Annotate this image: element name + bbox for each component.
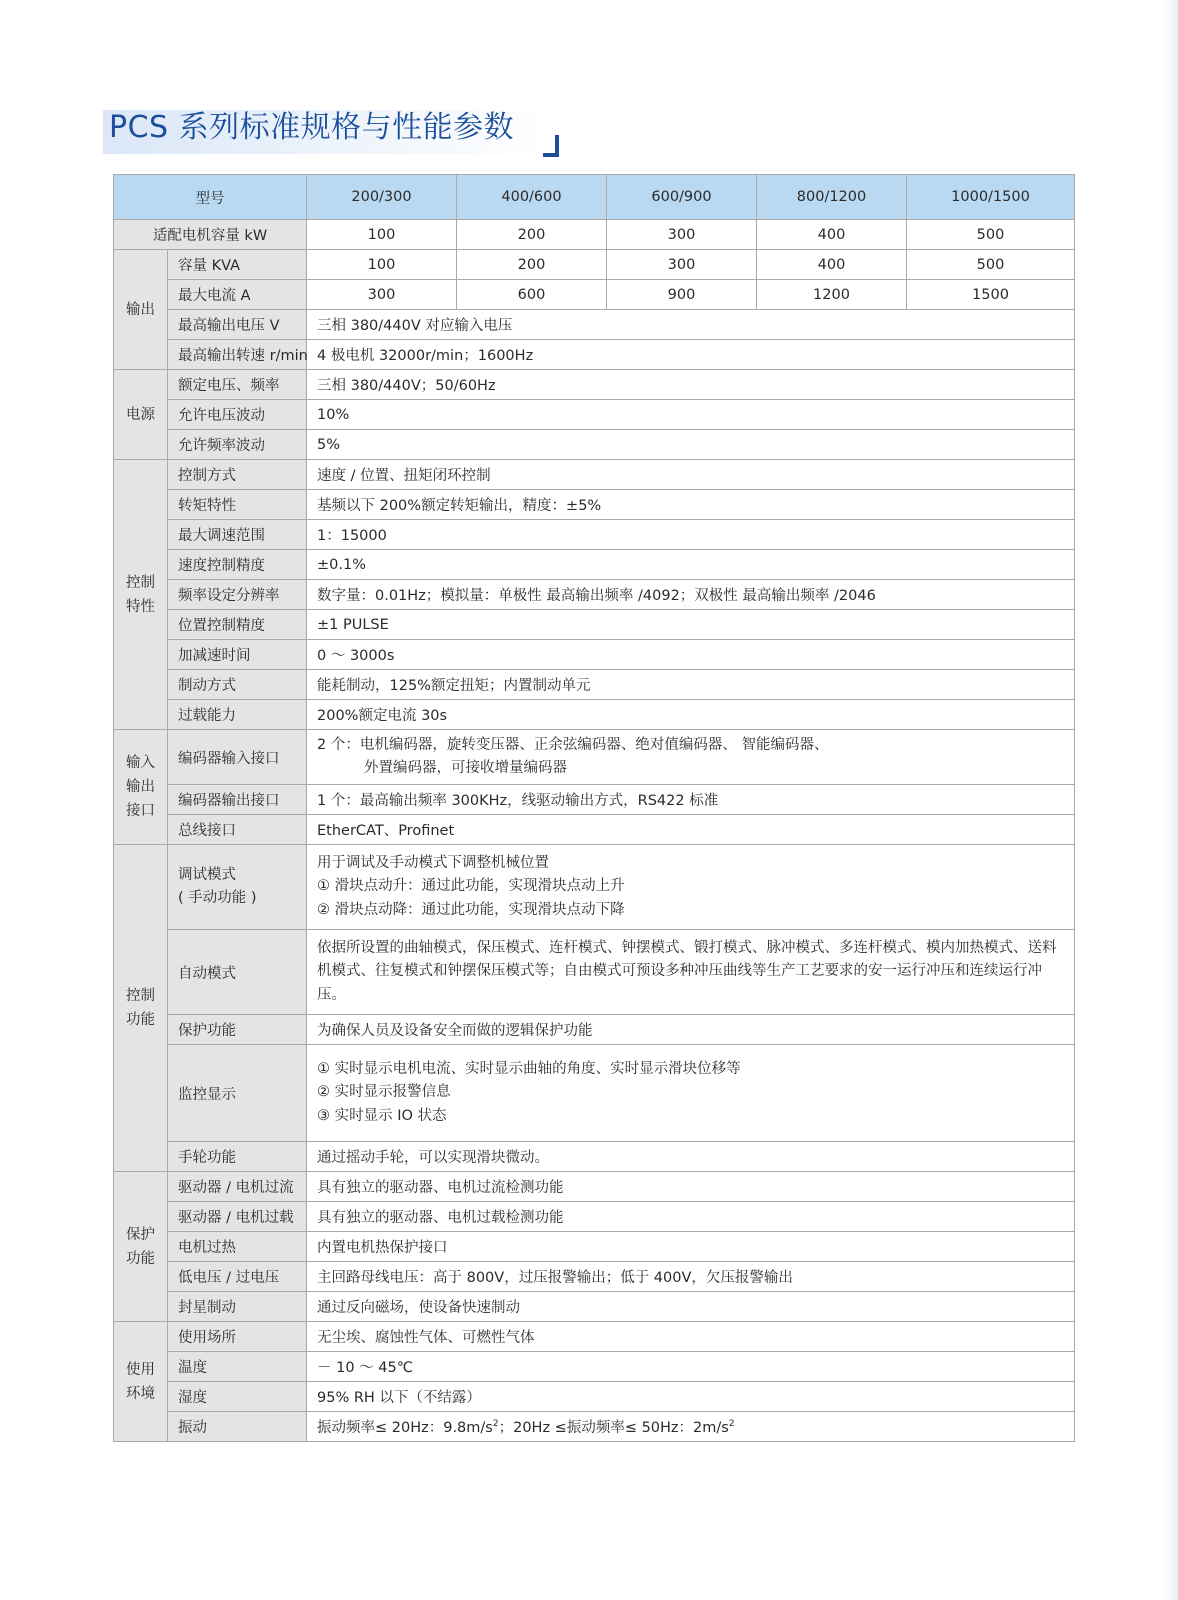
spec-table <box>113 174 1075 1442</box>
cell-value: ±0.1% <box>307 550 1075 580</box>
cell-value: EtherCAT、Profinet <box>307 815 1075 845</box>
table-row <box>114 1322 1075 1352</box>
row-label: 额定电压、频率 <box>168 370 307 400</box>
table-row <box>114 220 1075 250</box>
table-row <box>114 1292 1075 1322</box>
row-label: 加减速时间 <box>168 640 307 670</box>
table-row <box>114 280 1075 310</box>
table-row <box>114 730 1075 785</box>
category-line: 使用 <box>126 1361 155 1378</box>
row-label: 总线接口 <box>168 815 307 845</box>
table-row <box>114 340 1075 370</box>
row-label: 最高输出转速 r/min <box>168 340 307 370</box>
header-model: 800/1200 <box>757 175 907 220</box>
cell-value: 具有独立的驱动器、电机过载检测功能 <box>307 1202 1075 1232</box>
cell-value <box>307 1045 1075 1142</box>
table-row <box>114 250 1075 280</box>
cell-value: 具有独立的驱动器、电机过流检测功能 <box>307 1172 1075 1202</box>
cell-value: 能耗制动，125%额定扭矩；内置制动单元 <box>307 670 1075 700</box>
cell-value: 200 <box>457 220 607 250</box>
cell-value: 通过反向磁场，使设备快速制动 <box>307 1292 1075 1322</box>
table-row <box>114 1412 1075 1442</box>
cell-line: 外置编码器，可接收增量编码器 <box>364 760 567 776</box>
label-line: ( 手动功能 ) <box>178 890 257 906</box>
row-label: 转矩特性 <box>168 490 307 520</box>
cell-value: 200%额定电流 30s <box>307 700 1075 730</box>
cell-value: 500 <box>907 220 1075 250</box>
row-label: 编码器输出接口 <box>168 785 307 815</box>
table-row <box>114 1142 1075 1172</box>
cell-value: 为确保人员及设备安全而做的逻辑保护功能 <box>307 1015 1075 1045</box>
row-label: 制动方式 <box>168 670 307 700</box>
row-label: 湿度 <box>168 1382 307 1412</box>
row-label: 位置控制精度 <box>168 610 307 640</box>
category-control-functions <box>114 845 168 1172</box>
cell-value: 1 个：最高输出频率 300KHz，线驱动输出方式，RS422 标准 <box>307 785 1075 815</box>
row-label: 手轮功能 <box>168 1142 307 1172</box>
row-label: 编码器输入接口 <box>168 730 307 785</box>
category-control-characteristics <box>114 460 168 730</box>
category-line: 控制 <box>126 574 155 591</box>
row-label: 电机过热 <box>168 1232 307 1262</box>
row-label: 驱动器 / 电机过载 <box>168 1202 307 1232</box>
category-line: 控制 <box>126 988 155 1004</box>
table-row <box>114 370 1075 400</box>
cell-value: ±1 PULSE <box>307 610 1075 640</box>
table-row <box>114 520 1075 550</box>
category-line: 特性 <box>126 598 155 615</box>
row-label: 最大电流 A <box>168 280 307 310</box>
cell-value: 100 <box>307 250 457 280</box>
vibration-part1: 振动频率≤ 20Hz：9.8m/s <box>317 1420 493 1436</box>
row-label: 频率设定分辨率 <box>168 580 307 610</box>
cell-value <box>307 730 1075 785</box>
row-label: 使用场所 <box>168 1322 307 1352</box>
cell-value: 95% RH 以下（不结露） <box>307 1382 1075 1412</box>
cell-value: 三相 380/440V 对应输入电压 <box>307 310 1075 340</box>
cell-value: 0 ～ 3000s <box>307 640 1075 670</box>
table-row <box>114 1202 1075 1232</box>
cell-line: 2 个：电机编码器，旋转变压器、正余弦编码器、绝对值编码器、 智能编码器、 <box>317 736 829 753</box>
category-line: 输入 <box>126 755 155 771</box>
header-model-label: 型号 <box>114 175 307 220</box>
cell-value: 400 <box>757 250 907 280</box>
cell-value <box>307 845 1075 930</box>
cell-line: ② 实时显示报警信息 <box>317 1084 451 1101</box>
category-line: 功能 <box>126 1250 155 1267</box>
cell-value: 三相 380/440V；50/60Hz <box>307 370 1075 400</box>
row-label: 最大调速范围 <box>168 520 307 550</box>
row-label: 低电压 / 过电压 <box>168 1262 307 1292</box>
table-row <box>114 640 1075 670</box>
table-row <box>114 490 1075 520</box>
table-row <box>114 460 1075 490</box>
row-label: 允许频率波动 <box>168 430 307 460</box>
category-protection-functions <box>114 1172 168 1322</box>
table-row <box>114 610 1075 640</box>
cell-value: 主回路母线电压：高于 800V，过压报警输出；低于 400V，欠压报警输出 <box>307 1262 1075 1292</box>
cell-value: 900 <box>607 280 757 310</box>
category-environment <box>114 1322 168 1442</box>
table-row <box>114 700 1075 730</box>
cell-value: 100 <box>307 220 457 250</box>
header-model: 200/300 <box>307 175 457 220</box>
cell-line: ③ 实时显示 IO 状态 <box>317 1107 447 1124</box>
cell-line: ① 实时显示电机电流、实时显示曲轴的角度、实时显示滑块位移等 <box>317 1060 741 1077</box>
cell-value: 500 <box>907 250 1075 280</box>
header-model: 1000/1500 <box>907 175 1075 220</box>
row-label: 振动 <box>168 1412 307 1442</box>
row-label: 最高输出电压 V <box>168 310 307 340</box>
table-row <box>114 1232 1075 1262</box>
category-line: 保护 <box>126 1226 155 1243</box>
table-row <box>114 400 1075 430</box>
title-banner <box>103 104 560 156</box>
table-row <box>114 815 1075 845</box>
cell-value: 基频以下 200%额定转矩输出，精度：±5% <box>307 490 1075 520</box>
cell-value: 4 极电机 32000r/min；1600Hz <box>307 340 1075 370</box>
row-label: 速度控制精度 <box>168 550 307 580</box>
table-header-row <box>114 175 1075 220</box>
table-row <box>114 1382 1075 1412</box>
cell-value: 依据所设置的曲轴模式，保压模式、连杆模式、钟摆模式、锻打模式、脉冲模式、多连杆模式、模内加热模式、送料机模式、往复模式和钟摆保压模式等；自由模式可预设多种冲压曲线等生产工艺要求的安一运行冲压和连续运行冲压。 <box>307 930 1075 1015</box>
table-row <box>114 430 1075 460</box>
table-row <box>114 1352 1075 1382</box>
cell-value: 通过摇动手轮，可以实现滑块微动。 <box>307 1142 1075 1172</box>
row-label: 监控显示 <box>168 1045 307 1142</box>
cell-value: 无尘埃、腐蚀性气体、可燃性气体 <box>307 1322 1075 1352</box>
cell-value: 1：15000 <box>307 520 1075 550</box>
category-line: 接口 <box>126 803 155 819</box>
superscript: 2 <box>492 1419 499 1430</box>
table-row <box>114 1172 1075 1202</box>
row-label: 过载能力 <box>168 700 307 730</box>
superscript: 2 <box>728 1419 735 1430</box>
cell-value: 内置电机热保护接口 <box>307 1232 1075 1262</box>
cell-value: 300 <box>307 280 457 310</box>
row-label <box>168 845 307 930</box>
category-line: 环境 <box>126 1385 155 1402</box>
table-row <box>114 845 1075 930</box>
table-row <box>114 785 1075 815</box>
cell-value: 5% <box>307 430 1075 460</box>
table-row <box>114 1262 1075 1292</box>
cell-value <box>307 1412 1075 1442</box>
cell-line: ② 滑块点动降：通过此功能，实现滑块点动下降 <box>317 901 625 918</box>
page-edge-shadow <box>1164 0 1178 1600</box>
table-row <box>114 670 1075 700</box>
row-label: 适配电机容量 kW <box>114 220 307 250</box>
table-row <box>114 580 1075 610</box>
cell-value: 1500 <box>907 280 1075 310</box>
table-row <box>114 310 1075 340</box>
row-label: 自动模式 <box>168 930 307 1015</box>
row-label: 保护功能 <box>168 1015 307 1045</box>
cell-value: 300 <box>607 220 757 250</box>
cell-value: 速度 / 位置、扭矩闭环控制 <box>307 460 1075 490</box>
cell-value: 10% <box>307 400 1075 430</box>
row-label: 允许电压波动 <box>168 400 307 430</box>
table-row <box>114 930 1075 1015</box>
cell-line: 用于调试及手动模式下调整机械位置 <box>317 854 549 871</box>
corner-bracket-decoration <box>543 135 559 157</box>
category-power: 电源 <box>114 370 168 460</box>
table-row <box>114 1015 1075 1045</box>
cell-value: 1200 <box>757 280 907 310</box>
cell-value: 数字量：0.01Hz；模拟量：单极性 最高输出频率 /4092；双极性 最高输出频率 /2046 <box>307 580 1075 610</box>
cell-value: 400 <box>757 220 907 250</box>
cell-value: 200 <box>457 250 607 280</box>
row-label: 封星制动 <box>168 1292 307 1322</box>
cell-value: 600 <box>457 280 607 310</box>
cell-line: ① 滑块点动升：通过此功能，实现滑块点动上升 <box>317 878 625 895</box>
cell-value: － 10 ～ 45℃ <box>307 1352 1075 1382</box>
row-label: 温度 <box>168 1352 307 1382</box>
header-model: 600/900 <box>607 175 757 220</box>
vibration-part2: ；20Hz ≤振动频率≤ 50Hz：2m/s <box>498 1420 729 1436</box>
category-line: 功能 <box>126 1012 155 1028</box>
row-label: 驱动器 / 电机过流 <box>168 1172 307 1202</box>
category-output: 输出 <box>114 250 168 370</box>
table-row <box>114 1045 1075 1142</box>
category-io-interface <box>114 730 168 845</box>
table-row <box>114 550 1075 580</box>
category-line: 输出 <box>126 779 155 795</box>
row-label: 容量 KVA <box>168 250 307 280</box>
page-title: PCS 系列标准规格与性能参数 <box>109 110 515 145</box>
header-model: 400/600 <box>457 175 607 220</box>
row-label: 控制方式 <box>168 460 307 490</box>
label-line: 调试模式 <box>178 867 236 883</box>
cell-value: 300 <box>607 250 757 280</box>
